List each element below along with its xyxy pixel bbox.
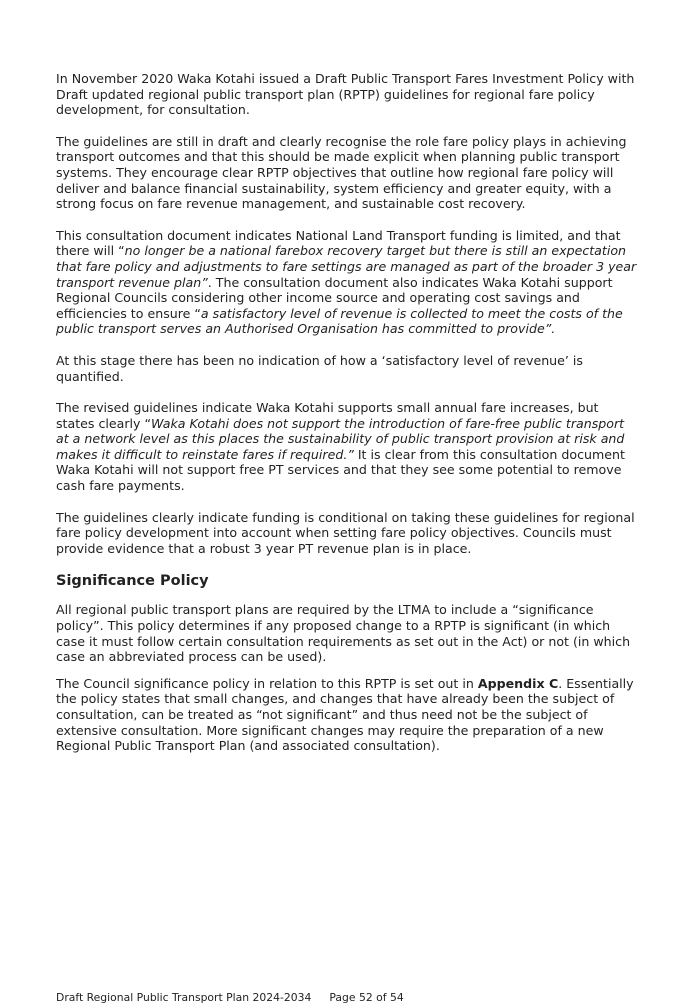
quote-fare-free: Waka Kotahi does not support the introduction of fare-free public transport at a network level as this places the sustainability of public transport provision at risk and makes it difficult to reinstate fares if required.” (56, 415, 625, 462)
quote-farebox: no longer be a national farebox recovery target but there is still an expectation that fare policy and adjustments to fare settings are managed as part of the broader 3 year transport revenue plan” (56, 243, 637, 290)
text-run: . Essentially the policy states that small changes, and changes that have already been the subject of consultation, can be treated as “not significant” and thus need not be the subject of extensive consultation. More significant changes may require the preparation of a new Regional Public Transport Plan (and associated consultation). (56, 675, 634, 754)
text-run: The Council significance policy in relation to this RPTP is set out in (56, 675, 478, 691)
appendix-c-reference: Appendix C (477, 675, 559, 691)
text-run: This consultation document indicates National Land Transport funding is limited, and that there will “ (56, 227, 621, 259)
paragraph-nltf-funding (56, 228, 638, 337)
footer-document-title: Draft Regional Public Transport Plan 2024-2034 (56, 991, 312, 1004)
paragraph-fare-increases (56, 400, 638, 494)
text-run: The revised guidelines indicate Waka Kotahi supports small annual fare increases, but states clearly “ (56, 400, 599, 431)
paragraph-significance-policy: All regional public transport plans are required by the LTMA to include a “significance policy”. This policy determines if any proposed change to a RPTP is significant (in which case it must follow certain consultation requirements as set out in the Act) or not (in which case an abbreviated process can be used). (56, 602, 631, 665)
document-body (56, 71, 638, 770)
paragraph-guidelines-draft: The guidelines are still in draft and clearly recognise the role fare policy plays in achieving transport outcomes and that this should be made explicit when planning public transport systems. They encourage clear RPTP objectives that outline how regional fare policy will deliver and balance financial sustainability, system efficiency and greater equity, with a strong focus on fare revenue management, and sustainable cost recovery. (56, 133, 627, 212)
paragraph-funding-conditional: The guidelines clearly indicate funding is conditional on taking these guidelines for regional fare policy development into account when setting fare policy objectives. Councils must provide evidence that a robust 3 year PT revenue plan is in place. (56, 509, 635, 556)
paragraph-revenue-quantified: At this stage there has been no indication of how a ‘satisfactory level of revenue’ is quantified. (56, 352, 583, 384)
page-footer (56, 991, 404, 1004)
paragraph-appendix-c (56, 676, 638, 754)
text-run: It is clear from this consultation document Waka Kotahi will not support free PT services and that they see some potential to remove cash fare payments. (56, 446, 625, 494)
paragraph-draft-fares-policy: In November 2020 Waka Kotahi issued a Draft Public Transport Fares Investment Policy with Draft updated regional public transport plan (RPTP) guidelines for regional fare policy development, for consultation. (56, 71, 635, 118)
footer-page-number: Page 52 of 54 (329, 991, 404, 1004)
quote-satisfactory-revenue: a satisfactory level of revenue is collected to meet the costs of the public transport serves an Authorised Organisation has committed to provide”. (56, 305, 623, 337)
section-heading-significance-policy: Significance Policy (56, 573, 209, 590)
text-run: . The consultation document also indicates Waka Kotahi support Regional Councils considering other income source and operating cost savings and efficiencies to ensure “ (56, 274, 613, 321)
